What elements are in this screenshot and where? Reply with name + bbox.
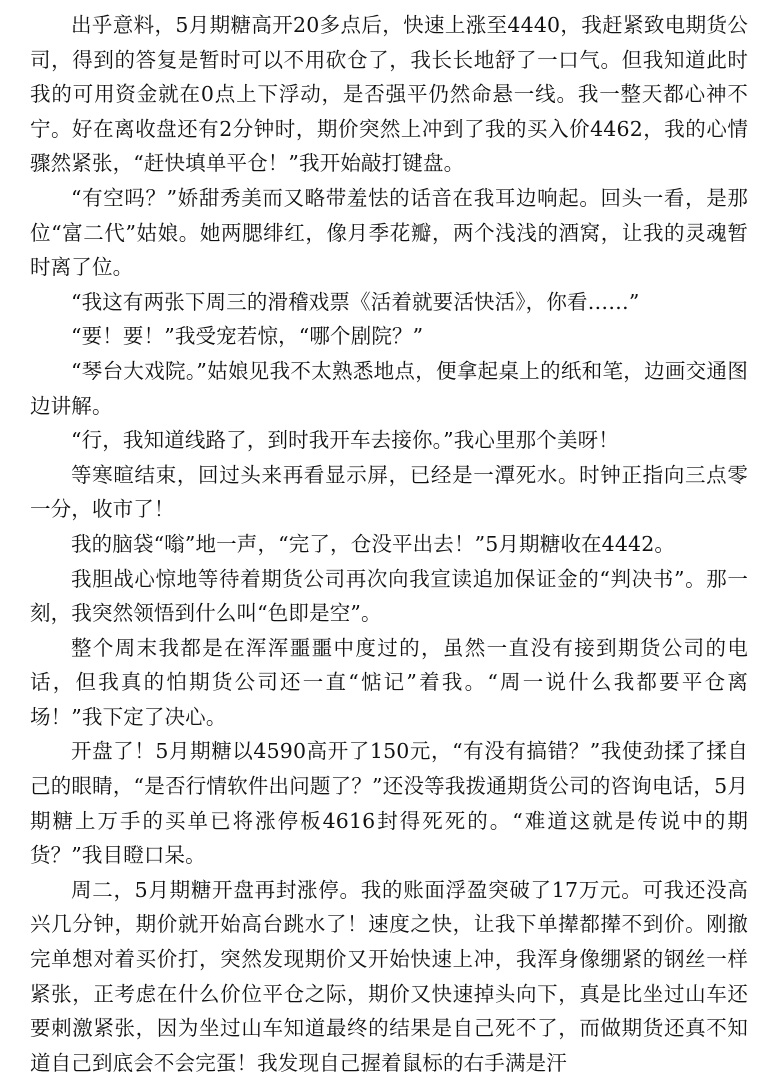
paragraph-8: 我的脑袋“嗡”地一声，“完了，仓没平出去！”5月期糖收在4442。 xyxy=(71,531,676,556)
paragraph-10: 整个周末我都是在浑浑噩噩中度过的，虽然一直没有接到期货公司的电话，但我真的怕期货公司还一直“惦记”着我。“周一说什么我都要平仓离场！”我下定了决心。 xyxy=(30,635,748,729)
paragraph-11: 开盘了！5月期糖以4590高开了150元，“有没有搞错？”我使劲揉了揉自己的眼睛，“是否行情软件出问题了？”还没等我拨通期货公司的咨询电话，5月期糖上万手的买单已将涨停板4616封得死死的。“难道这就是传说中的期货？”我目瞪口呆。 xyxy=(30,739,748,868)
paragraph-6: “行，我知道线路了，到时我开车去接你。”我心里那个美呀！ xyxy=(71,428,619,453)
paragraph-7: 等寒暄结束，回过头来再看显示屏，已经是一潭死水。时钟正指向三点零一分，收市了！ xyxy=(30,462,748,522)
paragraph-9: 我胆战心惊地等待着期货公司再次向我宣读追加保证金的“判决书”。那一刻，我突然领悟到什么叫“色即是空”。 xyxy=(30,566,748,626)
paragraph-2: “有空吗？”娇甜秀美而又略带羞怯的话音在我耳边响起。回头一看，是那位“富二代”姑娘。她两腮绯红，像月季花瓣，两个浅浅的酒窝，让我的灵魂暂时离了位。 xyxy=(30,185,748,280)
paragraph-4: “要！要！”我受宠若惊，“哪个剧院？” xyxy=(71,324,424,349)
paragraph-12: 周二，5月期糖开盘再封涨停。我的账面浮盈突破了17万元。可我还没高兴几分钟，期价就开始高台跳水了！速度之快，让我下单撵都撵不到价。刚撤完单想对着买价打，突然发现期价又开始快速上冲，我浑身像绷紧的钢丝一样紧张，正考虑在什么价位平仓之际，期价又快速掉头向下，真是比坐过山车还要刺激紧张，因为坐过山车知道最终的结果是自己死不了，而做期货还真不知道自己到底会不会完蛋！我发现自己握着鼠标的右手满是汗 xyxy=(30,877,748,1075)
paragraph-5: “琴台大戏院。”姑娘见我不太熟悉地点，便拿起桌上的纸和笔，边画交通图边讲解。 xyxy=(30,358,748,418)
paragraph-3: “我这有两张下周三的滑稽戏票《活着就要活快活》，你看……” xyxy=(71,289,640,314)
paragraph-1: 出乎意料，5月期糖高开20多点后，快速上涨至4440，我赶紧致电期货公司，得到的答复是暂时可以不用砍仓了，我长长地舒了一口气。但我知道此时我的可用资金就在0点上下浮动，是否强平仍然命悬一线。我一整天都心神不宁。好在离收盘还有2分钟时，期价突然上冲到了我的买入价4462，我的心情骤然紧张，“赶快填单平仓！”我开始敲打键盘。 xyxy=(30,13,748,176)
